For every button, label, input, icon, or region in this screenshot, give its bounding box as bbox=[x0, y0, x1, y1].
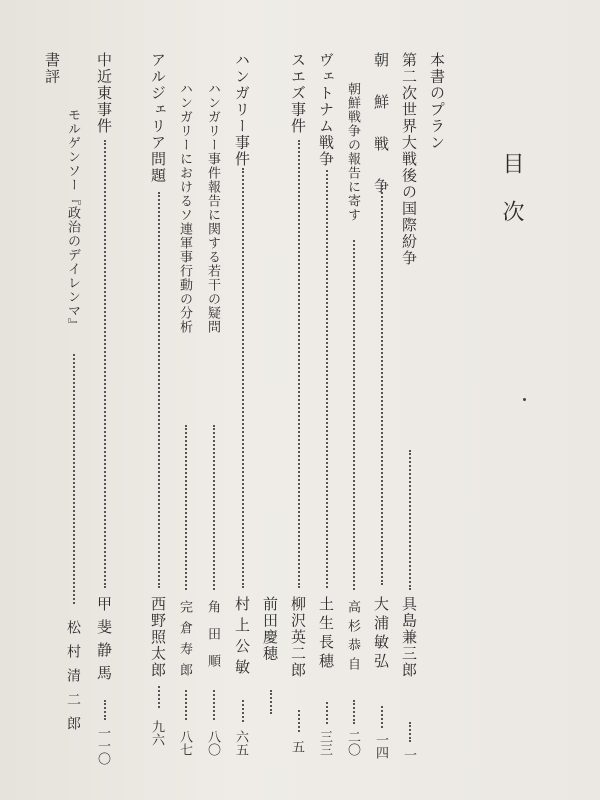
toc-leader-dots bbox=[298, 140, 300, 588]
toc-entry-subtitle: ハンガリーにおけるソ連軍事行動の分析 bbox=[177, 82, 192, 334]
page-title: 目次 bbox=[499, 152, 524, 248]
toc-leader-dots bbox=[326, 170, 328, 588]
toc-entry-author: 柳沢英二郎 bbox=[289, 596, 307, 679]
toc-leader-dots bbox=[298, 710, 300, 732]
toc-leader-dots bbox=[353, 700, 355, 724]
toc-leader-dots bbox=[353, 240, 355, 590]
toc-section-heading: 書評 bbox=[43, 52, 61, 85]
toc-entry-title: 本書のプラン bbox=[428, 52, 446, 151]
toc-leader-dots bbox=[185, 690, 187, 720]
toc-entry-author: 具島兼三郎 bbox=[400, 596, 418, 679]
toc-leader-dots bbox=[185, 425, 187, 590]
toc-leader-dots bbox=[242, 168, 244, 588]
toc-entry-author: 角田順 bbox=[205, 600, 220, 681]
toc-leader-dots bbox=[104, 140, 106, 588]
toc-entry-title: 第二次世界大戦後の国際紛争 bbox=[400, 52, 418, 267]
toc-entry-author: 完倉寿郎 bbox=[177, 600, 192, 684]
toc-entry-author: 甲斐静馬 bbox=[95, 596, 113, 688]
toc-leader-dots bbox=[213, 690, 215, 720]
toc-entry-author: 高杉恭自 bbox=[345, 600, 360, 676]
toc-entry-title: スエズ事件 bbox=[289, 52, 307, 135]
toc-entry-subtitle: 朝鮮戦争の報告に寄す bbox=[345, 82, 360, 222]
toc-leader-dots bbox=[326, 702, 328, 724]
toc-leader-dots bbox=[242, 700, 244, 722]
toc-entry-page: 一一〇 bbox=[95, 726, 110, 765]
toc-entry-author: 大浦敏弘 bbox=[372, 596, 390, 672]
toc-leader-dots bbox=[381, 706, 383, 728]
toc-entry-page: 九六 bbox=[149, 720, 164, 746]
toc-entry-subtitle: モルゲンソー『政治のデイレンマ』 bbox=[65, 108, 80, 332]
toc-leader-dots bbox=[158, 192, 160, 588]
toc-leader-dots bbox=[381, 185, 383, 585]
toc-entry-title: アルジェリア問題 bbox=[149, 52, 167, 184]
toc-leader-dots bbox=[158, 686, 160, 708]
toc-entry-page: 六五 bbox=[233, 730, 248, 756]
toc-entry-author: 村上公敏 bbox=[233, 596, 251, 680]
toc-entry-page: 八七 bbox=[177, 730, 192, 756]
toc-entry-author: 西野照太郎 bbox=[149, 596, 167, 679]
toc-leader-dots bbox=[213, 425, 215, 590]
stray-mark bbox=[523, 398, 526, 401]
toc-entry-page: 一 bbox=[401, 748, 416, 761]
toc-entry-page: 五 bbox=[289, 740, 304, 753]
toc-leader-dots bbox=[104, 700, 106, 720]
toc-leader-dots bbox=[270, 690, 272, 714]
toc-entry-author: 土生長穂 bbox=[317, 596, 335, 672]
toc-entry-title: ハンガリー事件 bbox=[233, 52, 251, 168]
toc-entry-subtitle: ハンガリー事件報告に関する若干の疑問 bbox=[205, 82, 220, 334]
toc-leader-dots bbox=[409, 450, 411, 590]
toc-leader-dots bbox=[73, 354, 75, 604]
toc-entry-title: 朝 鮮 戦 争 bbox=[372, 52, 390, 199]
toc-entry-author: 前田慶穂 bbox=[261, 596, 279, 662]
toc-entry-page: 一四 bbox=[373, 733, 388, 759]
toc-entry-page: 八〇 bbox=[205, 730, 220, 756]
toc-leader-dots bbox=[409, 722, 411, 742]
toc-entry-title: 中近東事件 bbox=[95, 52, 113, 135]
toc-entry-page: 二〇 bbox=[345, 730, 360, 756]
toc-entry-page: 三三 bbox=[317, 730, 332, 756]
toc-entry-title: ヴェトナム戦争 bbox=[317, 52, 335, 168]
toc-entry-author: 松村清二郎 bbox=[65, 620, 81, 740]
